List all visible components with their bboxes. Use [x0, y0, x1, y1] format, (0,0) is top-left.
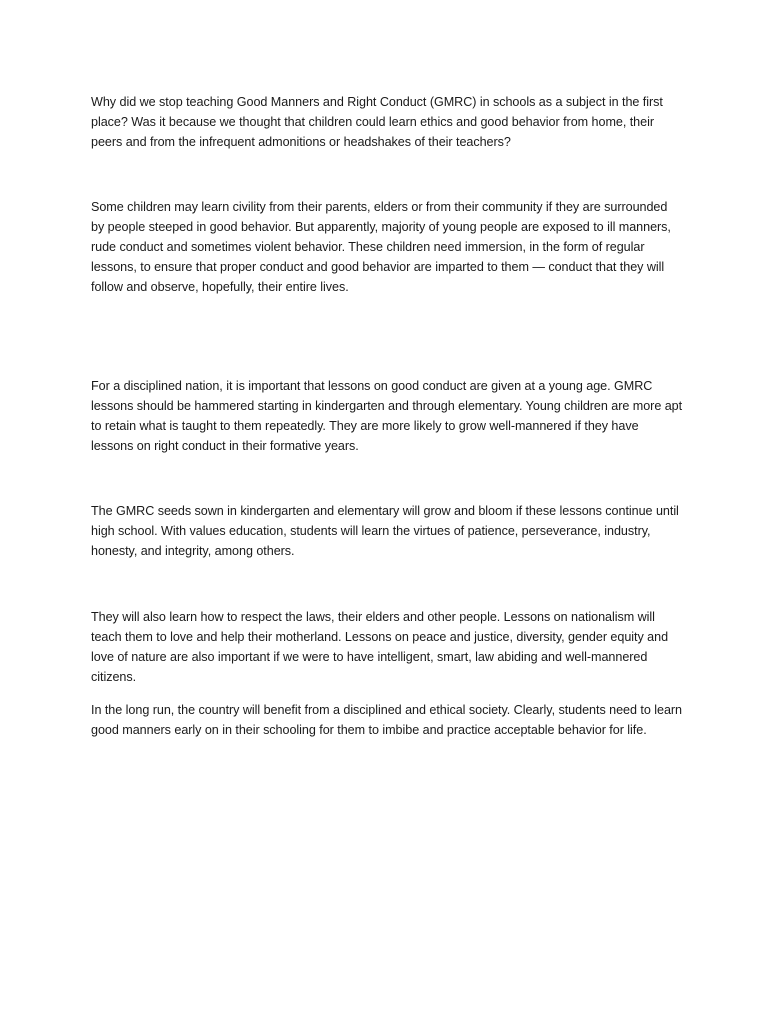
paragraph-1: Why did we stop teaching Good Manners and Right Conduct (GMRC) in schools as a subject in the first place? Was it because we thought that children could learn ethics and good behavior from home, their peers and from the infrequent admonitions or headshakes of their teachers? [91, 95, 663, 149]
paragraph-4: The GMRC seeds sown in kindergarten and elementary will grow and bloom if these lessons continue until high school. With values education, students will learn the virtues of patience, perseverance, industry, honesty, and integrity, among others. [91, 504, 679, 558]
paragraph-6: In the long run, the country will benefit from a disciplined and ethical society. Clearly, students need to learn good manners early on in their schooling for them to imbibe and practice acceptable behavior for life. [91, 703, 683, 737]
paragraph-5: They will also learn how to respect the laws, their elders and other people. Lessons on nationalism will teach them to love and help their motherland. Lessons on peace and justice, diversity, gender equity and love of nature are also important if we were to have intelligent, smart, law abiding and well-mannered citizens. [91, 610, 669, 684]
paragraph-3: For a disciplined nation, it is important that lessons on good conduct are given at a young age. GMRC lessons should be hammered starting in kindergarten and through elementary. Young children are more apt to retain what is taught to them repeatedly. They are more likely to grow well-mannered if they have lessons on right conduct in their formative years. [91, 379, 683, 453]
paragraph-2: Some children may learn civility from their parents, elders or from their community if they are surrounded by people steeped in good behavior. But apparently, majority of young people are exposed to ill manners, rude conduct and sometimes violent behavior. These children need immersion, in the form of regular lessons, to ensure that proper conduct and good behavior are imparted to them — conduct that they will follow and observe, hopefully, their entire lives. [91, 200, 671, 294]
